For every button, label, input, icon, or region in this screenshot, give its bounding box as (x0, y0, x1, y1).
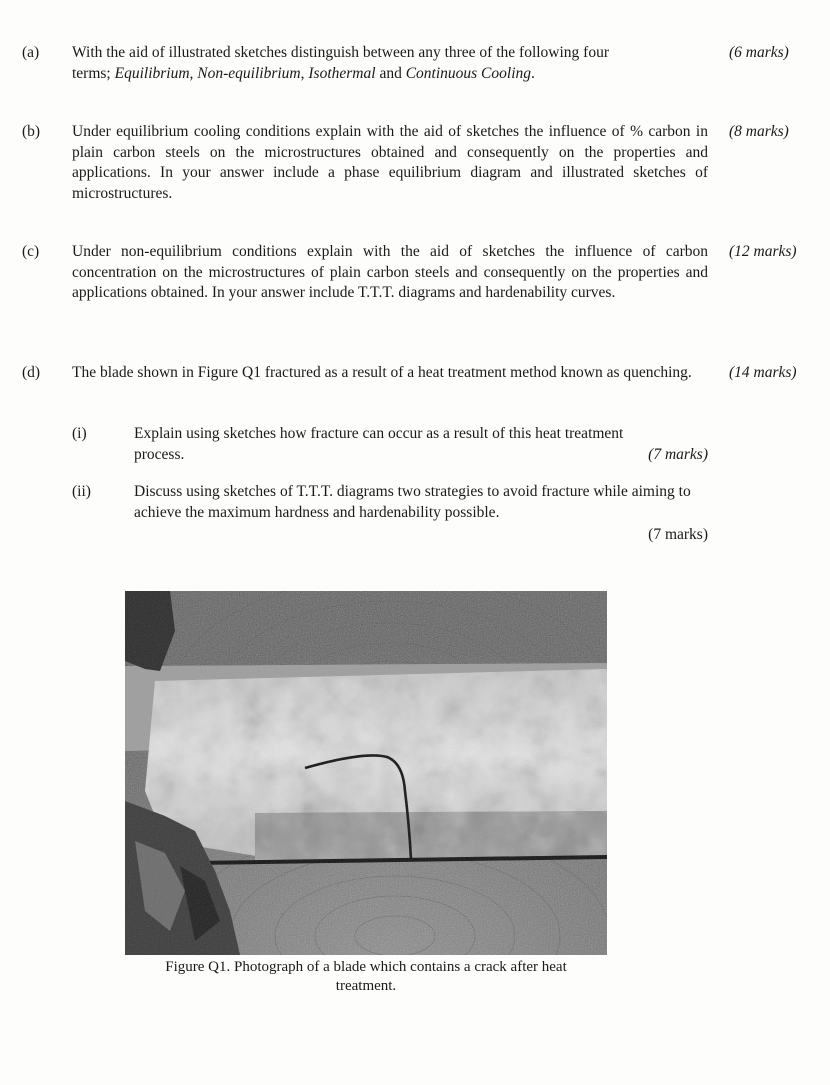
figure-caption-line-1: Figure Q1. Photograph of a blade which contains a crack after heat (165, 959, 567, 975)
question-b-text: Under equilibrium cooling conditions explain with the aid of sketches the influence of % carbon in plain carbon steels on the microstructures obtained and consequently on the properties and applications. In your answer include a phase equilibrium diagram and illustrated sketches of microstructures. (72, 123, 708, 202)
question-b-label: (b) (22, 123, 41, 140)
question-a-line-1: With the aid of illustrated sketches distinguish between any three of the following four (72, 44, 610, 61)
question-d-ii-label: (ii) (72, 483, 91, 500)
question-c-marks: (12 marks) (729, 243, 797, 260)
question-a-line-2: terms; Equilibrium, Non-equilibrium, Isothermal and Continuous Cooling. (72, 64, 535, 82)
question-b-marks: (8 marks) (729, 123, 789, 140)
question-a-text (72, 43, 708, 84)
question-d-i-text (134, 424, 708, 465)
question-d-i-line-2: process. (7 marks) (134, 445, 708, 466)
question-c-label: (c) (22, 243, 40, 260)
question-d-label: (d) (22, 364, 41, 381)
question-d-ii-text: Discuss using sketches of T.T.T. diagrams two strategies to avoid fracture while aiming to achieve the maximum hardness and hardenability possible. (7 marks) (134, 482, 708, 546)
question-d-marks: (14 marks) (729, 364, 797, 381)
question-d-i-line-1: Explain using sketches how fracture can occur as a result of this heat treatment (134, 425, 624, 442)
question-d-ii-marks: (7 marks) (648, 526, 708, 543)
question-a-label: (a) (22, 44, 40, 61)
question-d-i-marks: (7 marks) (648, 445, 708, 463)
question-d-text: The blade shown in Figure Q1 fractured as a result of a heat treatment method known as quenching. (72, 364, 692, 381)
blade-photograph (125, 591, 607, 955)
question-d-i-label: (i) (72, 425, 87, 442)
figure-caption (125, 958, 607, 996)
question-a-marks: (6 marks) (729, 44, 789, 61)
question-c-text: Under non-equilibrium conditions explain with the aid of sketches the influence of carbon concentration on the microstructures of plain carbon steels and consequently on the properties and applications obtained. In your answer include T.T.T. diagrams and hardenability curves. (72, 243, 708, 301)
figure-caption-line-2: treatment. (335, 978, 397, 994)
